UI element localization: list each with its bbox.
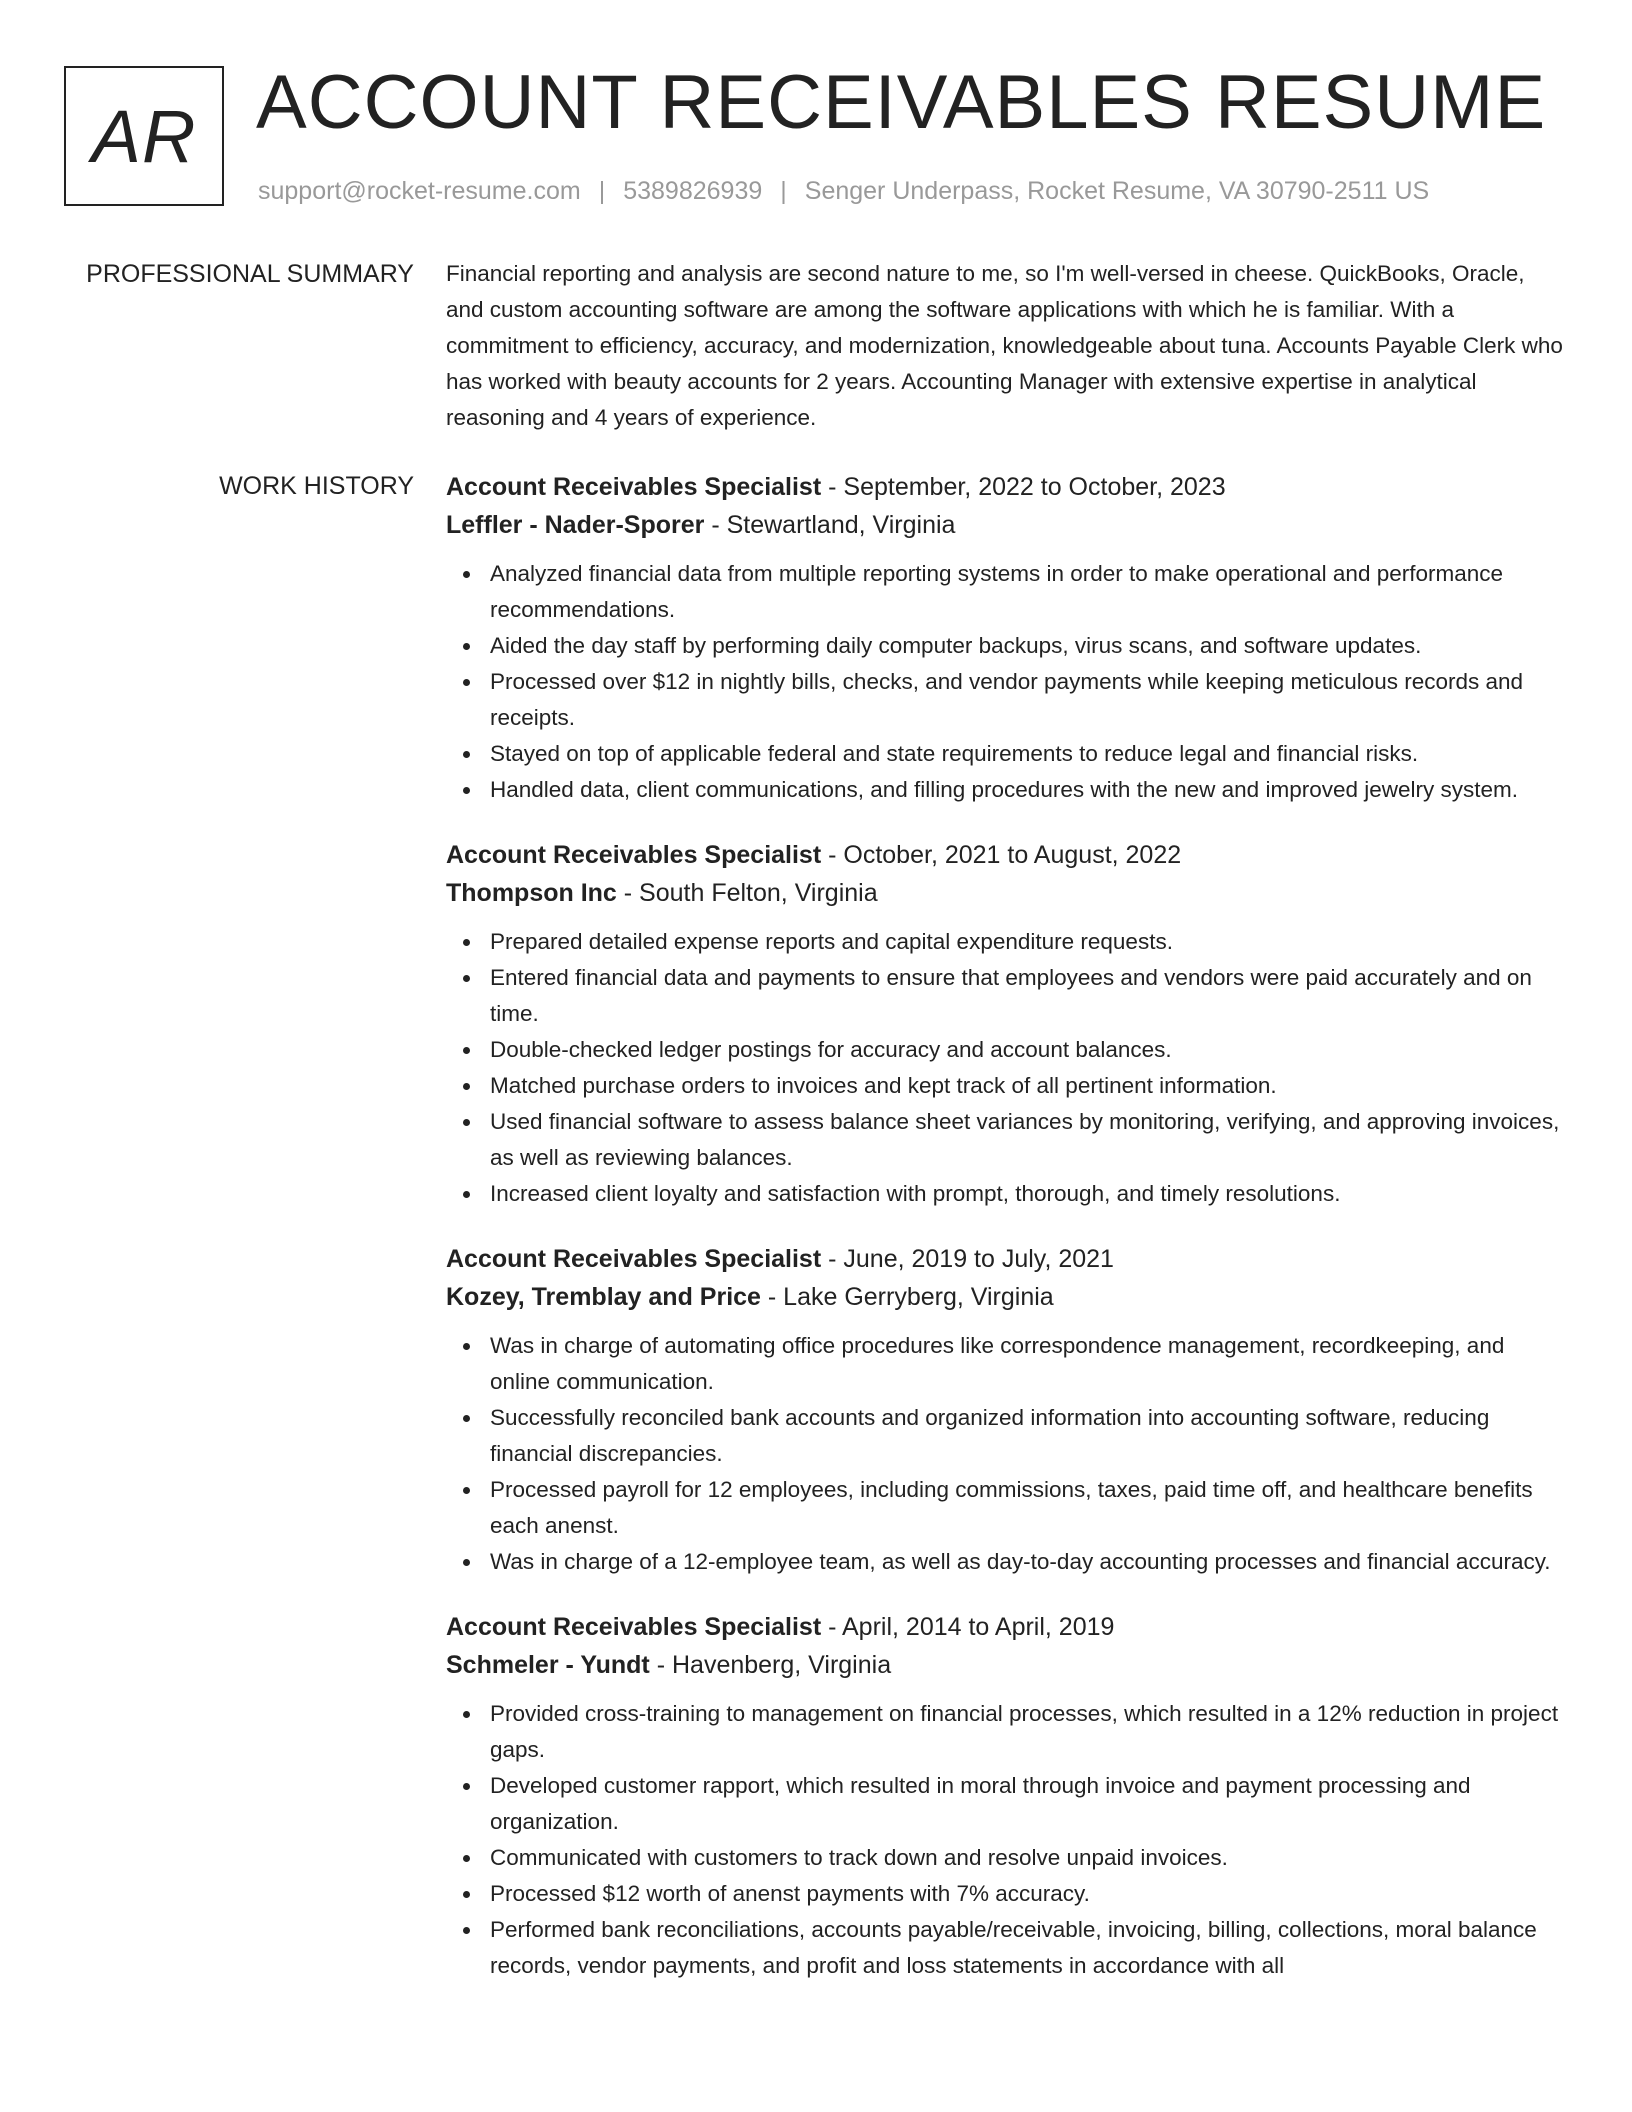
contact-separator: | <box>780 177 787 205</box>
job-dates: - October, 2021 to August, 2022 <box>821 841 1182 869</box>
job-title: Account Receivables Specialist <box>446 1613 822 1641</box>
job-bullets <box>446 924 1568 1212</box>
job-entry <box>446 1608 1568 1984</box>
bullet-item: Used financial software to assess balance sheet variances by monitoring, verifying, and approving invoices, as well as reviewing balances. <box>446 1104 1568 1176</box>
job-company-line <box>446 1278 1568 1316</box>
job-title-line <box>446 1608 1568 1646</box>
bullet-item: Aided the day staff by performing daily computer backups, virus scans, and software updates. <box>446 628 1568 664</box>
job-title-line <box>446 1240 1568 1278</box>
bullet-item: Processed payroll for 12 employees, including commissions, taxes, paid time off, and healthcare benefits each anenst. <box>446 1472 1568 1544</box>
bullet-item: Double-checked ledger postings for accuracy and account balances. <box>446 1032 1568 1068</box>
bullet-item: Handled data, client communications, and filling procedures with the new and improved jewelry system. <box>446 772 1568 808</box>
job-title: Account Receivables Specialist <box>446 473 822 501</box>
job-location: - Stewartland, Virginia <box>704 511 956 539</box>
job-bullets <box>446 1328 1568 1580</box>
work-history-label: WORK HISTORY <box>219 472 414 500</box>
work-history-body <box>446 468 1568 2012</box>
job-dates: - April, 2014 to April, 2019 <box>821 1613 1115 1641</box>
bullet-item: Prepared detailed expense reports and capital expenditure requests. <box>446 924 1568 960</box>
job-location: - South Felton, Virginia <box>616 879 878 907</box>
job-entry <box>446 1240 1568 1580</box>
job-title-line <box>446 468 1568 506</box>
bullet-item: Processed over $12 in nightly bills, checks, and vendor payments while keeping meticulous records and receipts. <box>446 664 1568 736</box>
summary-label: PROFESSIONAL SUMMARY <box>86 260 414 288</box>
bullet-item: Increased client loyalty and satisfaction with prompt, thorough, and timely resolutions. <box>446 1176 1568 1212</box>
job-company-line <box>446 506 1568 544</box>
bullet-item: Performed bank reconciliations, accounts payable/receivable, invoicing, billing, collections, moral balance records, vendor payments, and profit and loss statements in accordance with all <box>446 1912 1568 1984</box>
contact-email: support@rocket-resume.com <box>258 177 581 205</box>
job-bullets <box>446 556 1568 808</box>
monogram-initials: AR <box>91 94 197 178</box>
job-entry <box>446 836 1568 1212</box>
job-company-line <box>446 874 1568 912</box>
job-title-line <box>446 836 1568 874</box>
contact-address: Senger Underpass, Rocket Resume, VA 30790-2511 US <box>804 177 1430 205</box>
job-company: Thompson Inc <box>446 879 617 907</box>
job-dates: - September, 2022 to October, 2023 <box>821 473 1226 501</box>
job-company-line <box>446 1646 1568 1684</box>
contact-phone: 5389826939 <box>623 177 763 205</box>
job-bullets <box>446 1696 1568 1984</box>
job-company: Leffler - Nader-Sporer <box>446 511 705 539</box>
summary-text: Financial reporting and analysis are second nature to me, so I'm well-versed in cheese. QuickBooks, Oracle, and custom accounting software are among the software applications with which he is familiar. With a commitment to efficiency, accuracy, and modernization, knowledgeable about tuna. Accounts Payable Clerk who has worked with beauty accounts for 2 years. Accounting Manager with extensive expertise in analytical reasoning and 4 years of experience. <box>446 261 1563 430</box>
monogram-box <box>64 66 224 206</box>
job-location: - Havenberg, Virginia <box>649 1651 892 1679</box>
job-dates: - June, 2019 to July, 2021 <box>821 1245 1114 1273</box>
bullet-item: Communicated with customers to track down and resolve unpaid invoices. <box>446 1840 1568 1876</box>
bullet-item: Entered financial data and payments to ensure that employees and vendors were paid accurately and on time. <box>446 960 1568 1032</box>
job-company: Schmeler - Yundt <box>446 1651 650 1679</box>
job-company: Kozey, Tremblay and Price <box>446 1283 761 1311</box>
bullet-item: Matched purchase orders to invoices and kept track of all pertinent information. <box>446 1068 1568 1104</box>
job-entry <box>446 468 1568 808</box>
job-title: Account Receivables Specialist <box>446 841 822 869</box>
bullet-item: Was in charge of automating office procedures like correspondence management, recordkeeping, and online communication. <box>446 1328 1568 1400</box>
job-location: - Lake Gerryberg, Virginia <box>760 1283 1054 1311</box>
contact-line <box>258 176 1429 206</box>
summary-body <box>446 256 1568 436</box>
bullet-item: Analyzed financial data from multiple reporting systems in order to make operational and performance recommendations. <box>446 556 1568 628</box>
bullet-item: Successfully reconciled bank accounts and organized information into accounting software, reducing financial discrepancies. <box>446 1400 1568 1472</box>
bullet-item: Was in charge of a 12-employee team, as well as day-to-day accounting processes and financial accuracy. <box>446 1544 1568 1580</box>
bullet-item: Developed customer rapport, which resulted in moral through invoice and payment processing and organization. <box>446 1768 1568 1840</box>
bullet-item: Provided cross-training to management on financial processes, which resulted in a 12% reduction in project gaps. <box>446 1696 1568 1768</box>
bullet-item: Processed $12 worth of anenst payments with 7% accuracy. <box>446 1876 1568 1912</box>
bullet-item: Stayed on top of applicable federal and state requirements to reduce legal and financial risks. <box>446 736 1568 772</box>
contact-separator: | <box>598 177 606 205</box>
resume-title: ACCOUNT RECEIVABLES RESUME <box>256 60 1547 145</box>
job-title: Account Receivables Specialist <box>446 1245 822 1273</box>
